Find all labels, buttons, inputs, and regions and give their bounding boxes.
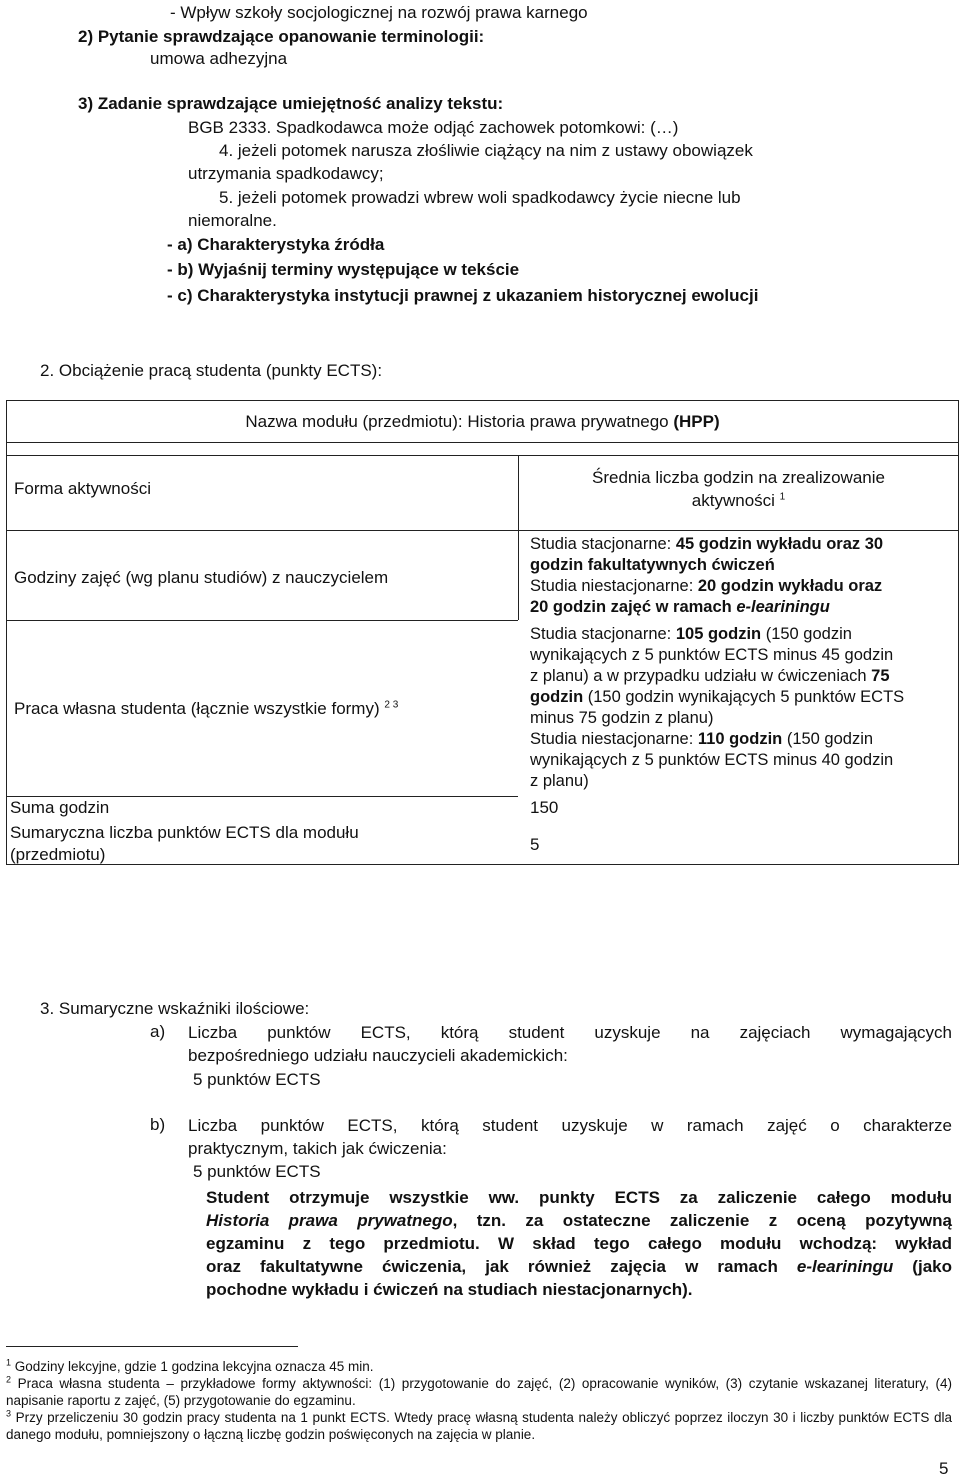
footnote-2: $^2$ Praca własna studenta – przykładowe formy aktywności: (1) przygotowanie do zajęć, (2) opracowanie wyników, (3) czytanie wskazanej literatury, (4) napisanie raportu z zajęć, (5) przygotowanie do egzaminu. <box>6 1374 952 1408</box>
footnote-1: $^1$ Godziny lekcyjne, gdzie 1 godzina lekcyjna oznacza 45 min. <box>6 1357 374 1374</box>
page-number: 5 <box>939 1459 949 1478</box>
footnotes <box>6 1358 952 1443</box>
row-self-study-label: Praca własna studenta (łącznie wszystkie formy) $^{2 3}$ <box>14 699 399 718</box>
list-item-criminal-law: - Wpływ szkoły socjologicznej na rozwój prawa karnego <box>170 3 588 22</box>
table-border-middle-2 <box>518 530 519 620</box>
col-header-activity: Forma aktywności <box>14 479 151 498</box>
row-self-study-value: Studia stacjonarne: 105 godzin (150 godzin wynikających z 5 punktów ECTS minus 45 godzin z planu) a w przypadku udziału w ćwiczeniach 75 godzin (150 godzin wynikających 5 punktów ECTS minus 75 godzin z planu) Studia niestacjonarne: 110 godzin (150 godzin wynikających z 5 punktów ECTS minus 40 godzin z planu) <box>530 625 905 790</box>
sum-hours-label: Suma godzin <box>10 798 110 817</box>
table-border-header <box>6 442 959 443</box>
bgb-point-4: 4. jeżeli potomek narusza złośliwie ciążący na nim z ustawy obowiązek <box>219 141 753 160</box>
task-c: - c) Charakterystyka instytucji prawnej z ukazaniem historycznej ewolucji <box>167 286 759 305</box>
table-row-border <box>6 620 518 621</box>
item-a-points: 5 punktów ECTS <box>193 1070 321 1089</box>
table-border-right-2 <box>958 530 959 865</box>
task-b: - b) Wyjaśnij terminy występujące w tekście <box>167 260 520 279</box>
item-a-marker: a) <box>150 1022 166 1041</box>
term-adhesion-contract: umowa adhezyjna <box>150 49 288 68</box>
item-b-text: Liczba punktów ECTS, którą student uzyskuje w ramach zajęć o charakterze praktycznym, takich jak ćwiczenia: <box>188 1116 952 1158</box>
footnote-3: $^3$ Przy przeliczeniu 30 godzin pracy studenta na 1 punkt ECTS. Wtedy pracę własną studenta należy obliczyć poprzez iloczyn 30 i liczby punktów ECTS dla danego modułu, pomniejszony o łączną liczbę godzin poświęconych na zajęcia w planie. <box>6 1408 952 1442</box>
task-a: - a) Charakterystyka źródła <box>167 235 385 254</box>
row-contact-hours-label: Godziny zajęć (wg planu studiów) z nauczycielem <box>14 568 389 587</box>
module-name: Nazwa modułu (przedmiotu): Historia prawa prywatnego (HPP) <box>245 412 720 431</box>
bgb-point-4-cont: utrzymania spadkodawcy; <box>188 164 384 183</box>
section-2-heading: 2. Obciążenie pracą studenta (punkty ECTS): <box>40 361 383 380</box>
sum-hours-value: 150 <box>530 798 559 817</box>
section-3-heading: 3. Sumaryczne wskaźniki ilościowe: <box>40 999 310 1018</box>
table-row-border <box>6 530 959 531</box>
ects-total-label: Sumaryczna liczba punktów ECTS dla modułu (przedmiotu) <box>10 823 359 864</box>
question-terminology-heading: 2) Pytanie sprawdzające opanowanie terminologii: <box>78 27 485 46</box>
ects-note: Student otrzymuje wszystkie ww. punkty ECTS za zaliczenie całego modułu Historia prawa prywatnego, tzn. za ostateczne zaliczenie z oceną pozytywną egzaminu z tego przedmiotu. W skład tego całego modułu wchodzą: wykład oraz fakultatywne ćwiczenia, jak również zajęcia w ramach e-leariningu (jako pochodne wykładu i ćwiczeń na studiach niestacjonarnych). <box>206 1188 952 1299</box>
table-border-left-3 <box>6 530 7 865</box>
item-a-text: Liczba punktów ECTS, którą student uzyskuje na zajęciach wymagających bezpośredniego udziału nauczycieli akademickich: <box>188 1023 952 1065</box>
table-border-left-2 <box>6 455 7 531</box>
task-text-analysis-heading: 3) Zadanie sprawdzające umiejętność analizy tekstu: <box>78 94 504 113</box>
bgb-point-5: 5. jeżeli potomek prowadzi wbrew woli spadkodawcy życie niecne lub <box>219 188 741 207</box>
footnote-separator <box>6 1346 298 1347</box>
table-row-border <box>6 455 959 456</box>
col-header-hours: Średnia liczba godzin na zrealizowanie aktywności $^1$ <box>592 468 885 510</box>
ects-total-value: 5 <box>530 835 540 854</box>
row-contact-hours-value: Studia stacjonarne: 45 godzin wykładu oraz 30 godzin fakultatywnych ćwiczeń Studia niestacjonarne: 20 godzin wykładu oraz 20 godzin zajęć w ramach e-leariningu <box>530 535 884 616</box>
bgb-point-5-cont: niemoralne. <box>188 211 277 230</box>
item-b-points: 5 punktów ECTS <box>193 1162 321 1181</box>
table-border-top <box>6 400 959 401</box>
bgb-citation: BGB 2333. Spadkodawca może odjąć zachowek potomkowi: (…) <box>188 118 679 137</box>
item-b-marker: b) <box>150 1115 166 1134</box>
